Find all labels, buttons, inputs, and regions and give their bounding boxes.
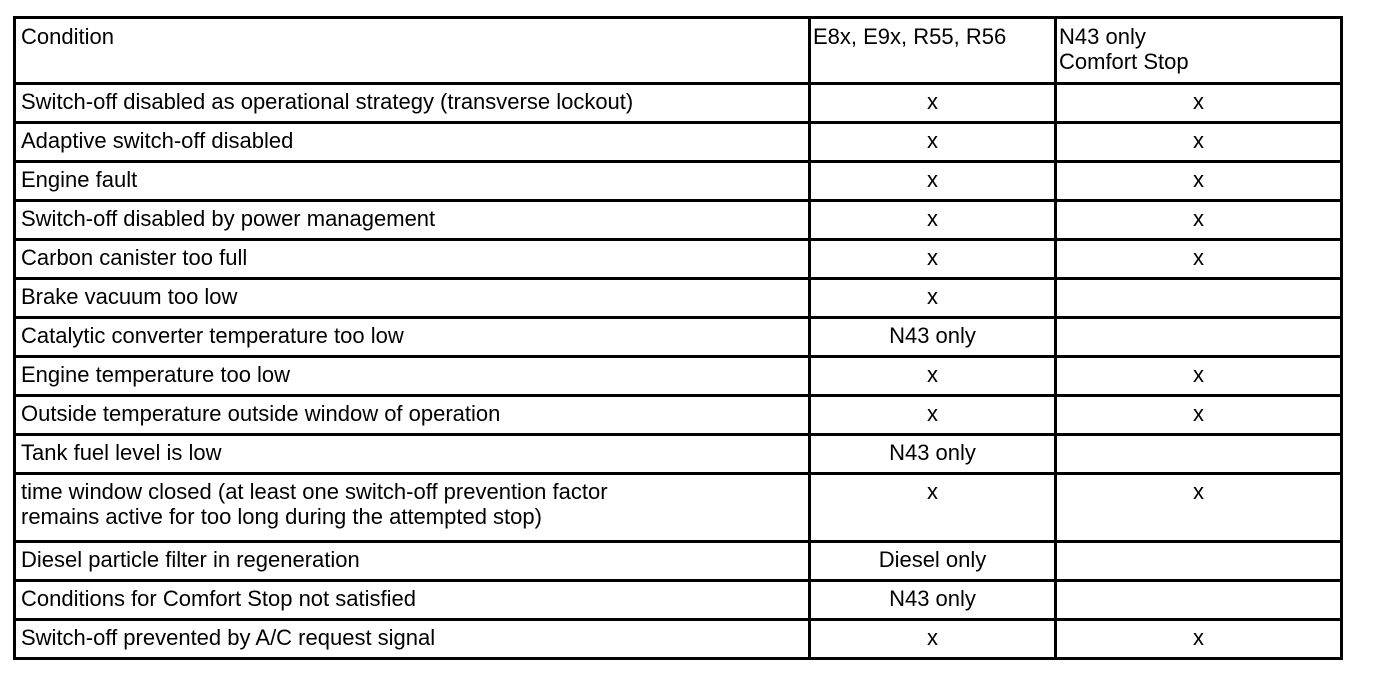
table-row	[15, 318, 1342, 357]
condition-cell: Outside temperature outside window of operation	[15, 396, 810, 435]
table-row	[15, 240, 1342, 279]
comfort-cell: x	[1056, 84, 1342, 123]
header-models: E8x, E9x, R55, R56	[810, 18, 1056, 84]
table-row	[15, 279, 1342, 318]
models-cell: x	[810, 240, 1056, 279]
comfort-cell	[1056, 542, 1342, 581]
table-row	[15, 542, 1342, 581]
models-cell: x	[810, 396, 1056, 435]
condition-line1: time window closed (at least one switch-off prevention factor	[21, 479, 608, 504]
comfort-cell	[1056, 581, 1342, 620]
comfort-cell: x	[1056, 240, 1342, 279]
comfort-cell: x	[1056, 357, 1342, 396]
condition-cell: Brake vacuum too low	[15, 279, 810, 318]
conditions-table	[13, 16, 1343, 660]
table-row	[15, 396, 1342, 435]
models-cell: x	[810, 201, 1056, 240]
models-cell: x	[810, 162, 1056, 201]
table-row	[15, 474, 1342, 542]
models-cell: N43 only	[810, 581, 1056, 620]
condition-cell: Conditions for Comfort Stop not satisfied	[15, 581, 810, 620]
models-cell: N43 only	[810, 318, 1056, 357]
comfort-cell: x	[1056, 123, 1342, 162]
table-row	[15, 435, 1342, 474]
condition-cell: Diesel particle filter in regeneration	[15, 542, 810, 581]
condition-cell: Engine temperature too low	[15, 357, 810, 396]
condition-cell: Switch-off prevented by A/C request signal	[15, 620, 810, 659]
condition-cell	[15, 474, 810, 542]
models-cell: x	[810, 474, 1056, 542]
header-comfort-stop	[1056, 18, 1342, 84]
table-row	[15, 357, 1342, 396]
models-cell: x	[810, 123, 1056, 162]
comfort-cell: x	[1056, 474, 1342, 542]
models-cell: x	[810, 620, 1056, 659]
header-comfort-line2: Comfort Stop	[1059, 49, 1189, 74]
models-cell: N43 only	[810, 435, 1056, 474]
condition-cell: Engine fault	[15, 162, 810, 201]
condition-cell: Tank fuel level is low	[15, 435, 810, 474]
table-row	[15, 123, 1342, 162]
comfort-cell: x	[1056, 162, 1342, 201]
models-cell: x	[810, 84, 1056, 123]
comfort-cell: x	[1056, 396, 1342, 435]
table-row	[15, 162, 1342, 201]
comfort-cell	[1056, 279, 1342, 318]
table-header-row	[15, 18, 1342, 84]
condition-cell: Adaptive switch-off disabled	[15, 123, 810, 162]
comfort-cell	[1056, 318, 1342, 357]
comfort-cell: x	[1056, 620, 1342, 659]
table-row	[15, 84, 1342, 123]
models-cell: Diesel only	[810, 542, 1056, 581]
table-row	[15, 201, 1342, 240]
models-cell: x	[810, 279, 1056, 318]
table-row	[15, 620, 1342, 659]
comfort-cell	[1056, 435, 1342, 474]
header-condition: Condition	[15, 18, 810, 84]
condition-cell: Switch-off disabled by power management	[15, 201, 810, 240]
condition-cell: Catalytic converter temperature too low	[15, 318, 810, 357]
condition-line2: remains active for too long during the attempted stop)	[21, 504, 542, 529]
models-cell: x	[810, 357, 1056, 396]
condition-cell: Switch-off disabled as operational strategy (transverse lockout)	[15, 84, 810, 123]
comfort-cell: x	[1056, 201, 1342, 240]
condition-cell: Carbon canister too full	[15, 240, 810, 279]
header-comfort-line1: N43 only	[1059, 24, 1146, 49]
table-row	[15, 581, 1342, 620]
